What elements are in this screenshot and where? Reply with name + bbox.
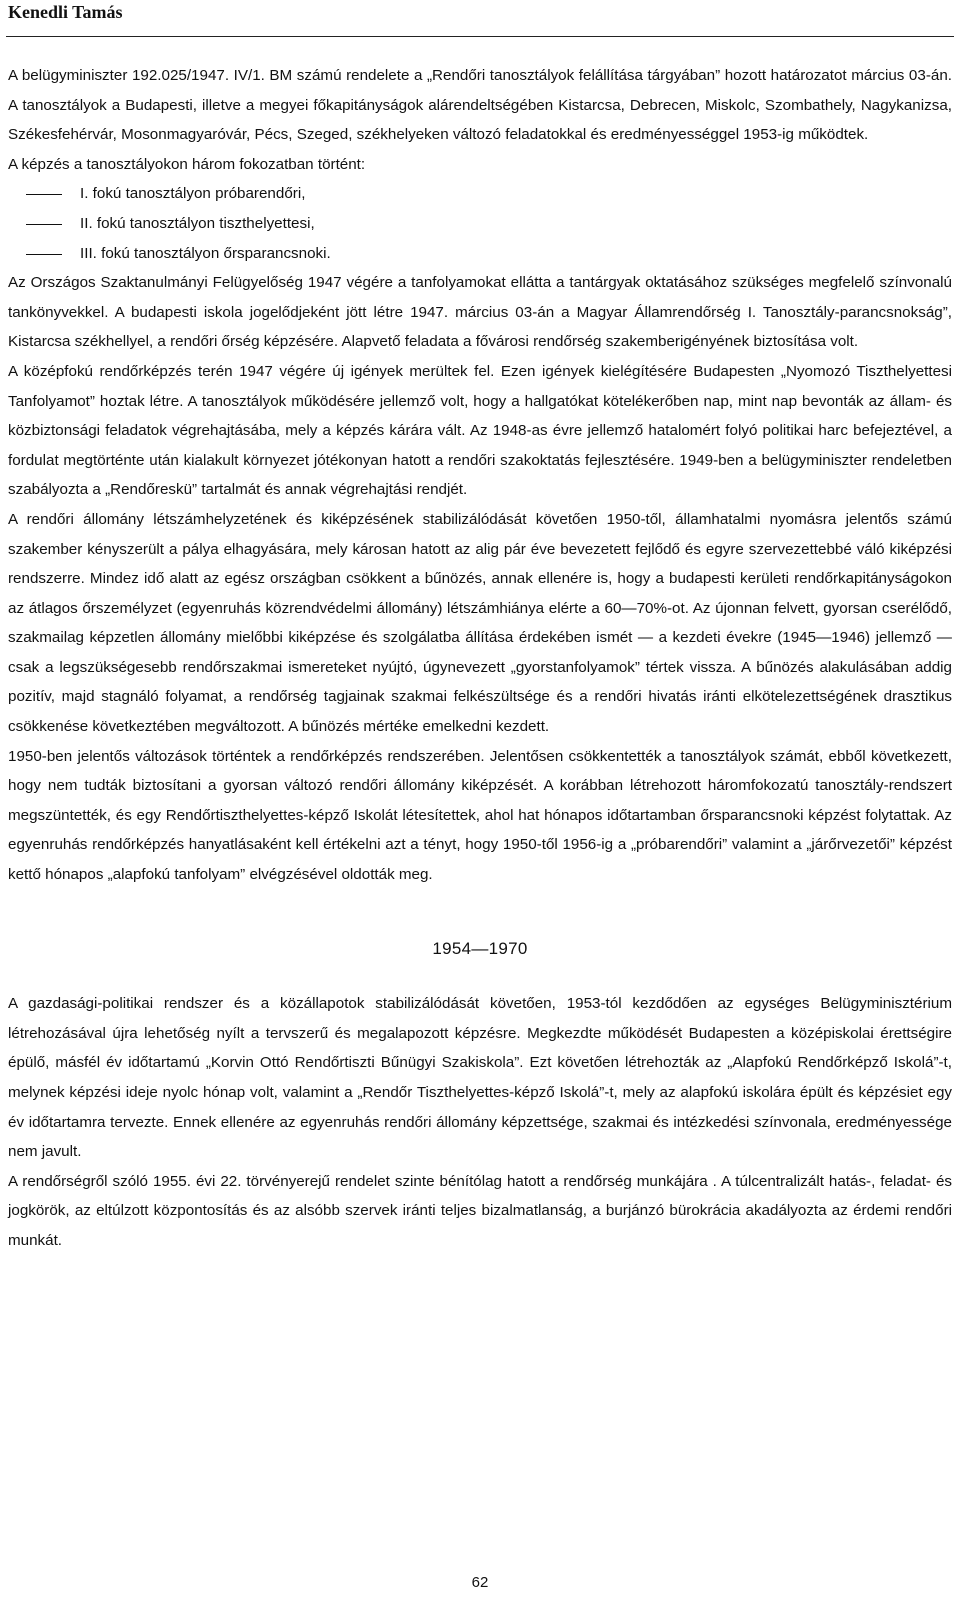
paragraph-1953-reform: A gazdasági-politikai rendszer és a közállapotok stabilizálódását követően, 1953-tól kezdődően az egységes Belügyminisztérium létrehozásával újra lehetőség nyílt a tervszerű és megalapozott képzésre. Megkezdte működését Budapesten a középiskolai érettségire épülő, másfél év időtartamú „Korvin Ottó Rendőrtiszti Bűnügyi Szakiskola”. Ezt követően létrehozták az „Alapfokú Rendőrképző Iskolá”-t, melynek képzési ideje nyolc hónap volt, valamint a „Rendőr Tiszthelyettes-képző Iskolá”-t, mely az alapfokú iskolára épült és képzésiet egy év időtartamra tervezte. Ennek ellenére az egyenruhás rendőri állomány képzettsége, szakmai és intézkedési színvonala, eredményessége nem javult. [8, 995, 952, 1161]
paragraph-1950-changes: 1950-ben jelentős változások történtek a rendőrképzés rendszerében. Jelentősen csökkentették a tanosztályok számát, ebből következett, hogy nem tudták biztosítani a gyorsan változó rendőri állomány kiképzését. A korábban létrehozott háromfokozatú tanosztály-rendszert megszüntették, és egy Rendőrtiszthelyettes-képző Iskolát létesítettek, ahol hat hónapos időtartamban őrsparancsnoki képzést folytattak. Az egyenruhás rendőrképzés hanyatlásaként kell értékelni azt a tényt, hogy 1950-től 1956-ig a „próbarendőri” valamint a „járőrvezetői” képzést kettő hónapos „alapfokú tanfolyam” elvégzésével oldották meg. [8, 747, 952, 884]
list-item [8, 239, 952, 269]
dash-bullet [26, 224, 62, 225]
dash-bullet [26, 254, 62, 255]
dash-bullet [26, 194, 62, 195]
list-item-text: I. fokú tanosztályon próbarendőri, [80, 185, 306, 203]
paragraph-decree: A belügyminiszter 192.025/1947. IV/1. BM számú rendelete a „Rendőri tanosztályok felállítása tárgyában” hozott határozatot március 03-án. A tanosztályok a Budapesti, illetve a megyei főkapitányságok alárendeltségében Kistarcsa, Debrecen, Miskolc, Szombathely, Nagykanizsa, Székesfehérvár, Mosonmagyaróvár, Pécs, Szeged, székhelyeken változó feladatokkal és eredményességgel 1953-ig működtek. [8, 67, 952, 144]
page-number: 62 [471, 1574, 489, 1591]
paragraph-supervision: Az Országos Szaktanulmányi Felügyelőség 1947 végére a tanfolyamokat ellátta a tantárgyak oktatásához szükséges megfelelő színvonalú tankönyvekkel. A budapesti iskola jogelődjeként jött létre 1947. március 03-án a Magyar Államrendőrség I. Tanosztály-parancsnokság”, Kistarcsa székhellyel, a rendőri őrség képzésére. Alapvető feladata a fővárosi rendőrség szakemberigényének biztosítása volt. [8, 274, 952, 351]
paragraph-training-intro: A képzés a tanosztályokon három fokozatban történt: [8, 155, 366, 173]
list-item [8, 209, 952, 239]
paragraph-secondary-training: A középfokú rendőrképzés terén 1947 végére új igények merültek fel. Ezen igények kielégítésére Budapesten „Nyomozó Tiszthelyettesi Tanfolyamot” hoztak létre. A tanosztályok működésére jellemző volt, hogy a hallgatókat kötelékerőben nap, mint nap bevonták az állam- és közbiztonsági feladatok végrehajtásába, mely a képzés kárára vált. Az 1948-as évre jellemző hatalomért folyó politikai harc befejeztével, a fordulat megtörténte után kialakult környezet jótékonyan hatott a rendőri szakoktatás fejlesztésére. 1949-ben a belügyminiszter rendeletben szabályozta a „Rendőreskü” tartalmát és annak végrehajtási rendjét. [8, 362, 952, 499]
section-title: 1954—1970 [432, 938, 528, 958]
list-item-text: III. fokú tanosztályon őrsparancsnoki. [80, 244, 331, 262]
page-header [6, 0, 954, 37]
list-item-text: II. fokú tanosztályon tiszthelyettesi, [80, 214, 315, 232]
header-author: Kenedli Tamás [8, 2, 123, 22]
paragraph-staffing: A rendőri állomány létszámhelyzetének és kiképzésének stabilizálódását követően 1950-től, államhatalmi nyomásra jelentős számú szakember kényszerült a pálya elhagyására, mely károsan hatott az alig pár éve bevezetett fejlődő és egyre szervezettebbé váló kiképzési rendszerre. Mindez idő alatt az egész országban csökkent a bűnözés, annak ellenére is, hogy a budapesti kerületi rendőrkapitányságokon az átlagos őrszemélyzet (egyenruhás közrendvédelmi állomány) létszámhiánya elérte a 60—70%-ot. Az újonnan felvett, gyorsan cserélődő, szakmailag képzetlen állomány mielőbbi kiképzése és szolgálatba állítása érdekében ismét — a kezdeti évekre (1945—1946) jellemző — csak a legszükségesebb rendőrszakmai ismereteket nyújtó, úgynevezett „gyorstanfolyamok” tértek vissza. A bűnözés alakulásában addig pozitív, majd stagnáló folyamat, a rendőrség tagjainak szakmai felkészültsége és a rendőri hivatás iránti elkötelezettségének drasztikus csökkenése következtében megváltozott. A bűnözés mértéke emelkedni kezdett. [8, 510, 952, 736]
list-item [8, 179, 952, 209]
document-body [8, 61, 952, 1256]
paragraph-1955-decree: A rendőrségről szóló 1955. évi 22. törvényerejű rendelet szinte bénítólag hatott a rendőrség munkájára . A túlcentralizált hatás-, feladat- és jogkörök, az eltúlzott központosítás és az alsóbb szervek iránti teljes bizalmatlanság, a burjánzó bürokrácia akadályozta az érdemi rendőri munkát. [8, 1172, 952, 1249]
